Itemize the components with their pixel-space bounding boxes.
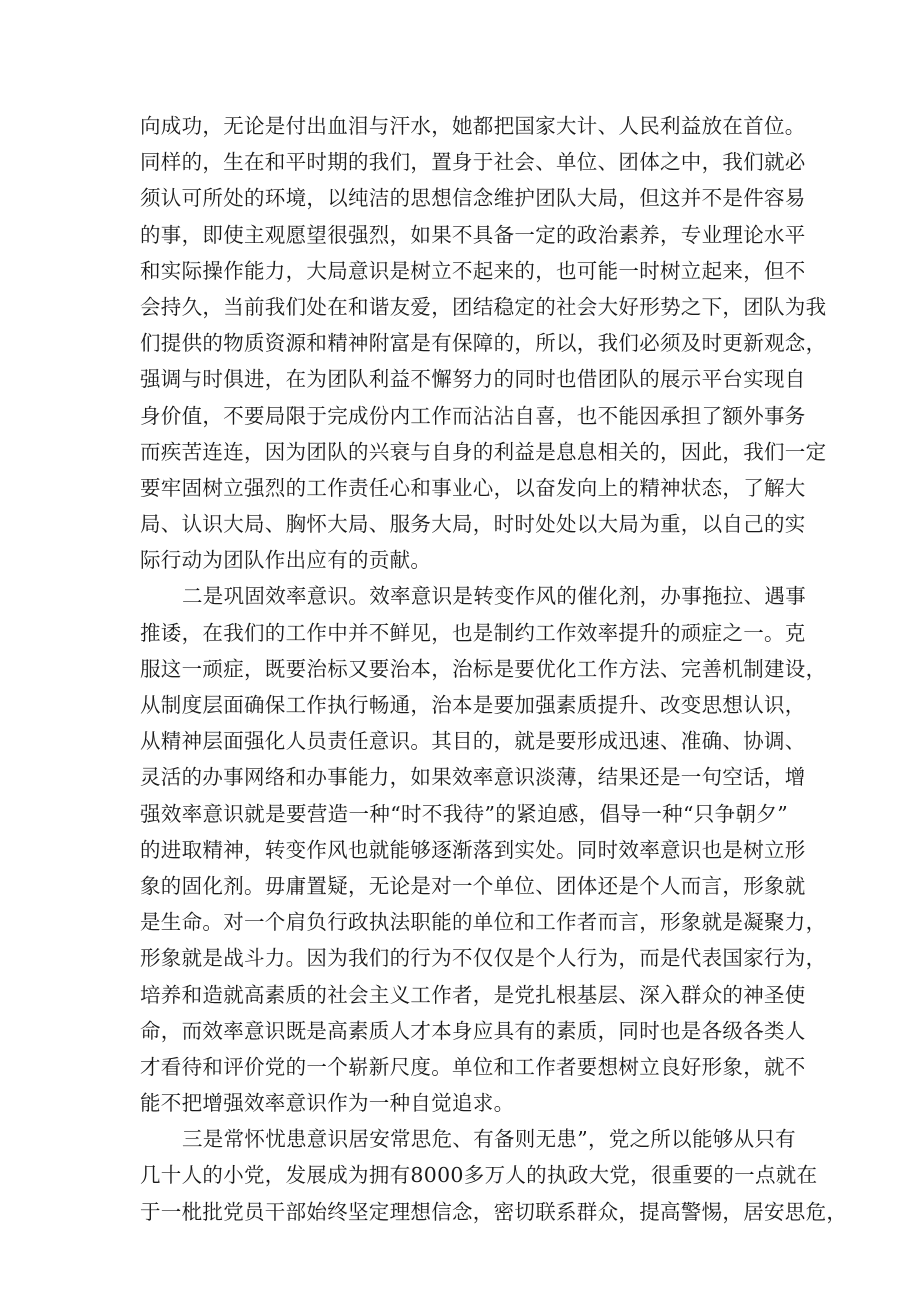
text-line: 才看待和评价党的一个崭新尺度。单位和工作者要想树立良好形象，就不 xyxy=(140,1054,806,1079)
text-line: 和实际操作能力，大局意识是树立不起来的，也可能一时树立起来，但不 xyxy=(140,258,806,283)
text-line: 几十人的小党，发展成为拥有8000多万人的执政大党，很重要的一点就在 xyxy=(140,1163,818,1188)
text-line: 推诿，在我们的工作中并不鲜见，也是制约工作效率提升的顽症之一。克 xyxy=(140,620,806,645)
text-line: 强效率意识就是要营造一种“时不我待”的紧迫感，倡导一种“只争朝夕” xyxy=(140,801,788,826)
text-line: 三是常怀忧患意识居安常思危、有备则无患”，党之所以能够从只有 xyxy=(182,1127,796,1152)
text-line: 二是巩固效率意识。效率意识是转变作风的催化剂，办事拖拉、遇事 xyxy=(182,584,806,609)
text-line: 的进取精神，转变作风也就能够逐渐落到实处。同时效率意识也是树立形 xyxy=(140,837,806,862)
text-line: 强调与时俱进，在为团队利益不懈努力的同时也借团队的展示平台实现自 xyxy=(140,367,806,392)
text-line: 身价值，不要局限于完成份内工作而沾沾自喜，也不能因承担了额外事务 xyxy=(140,403,806,428)
text-line: 服这一顽症，既要治标又要治本，治标是要优化工作方法、完善机制建设， xyxy=(140,656,827,681)
text-line: 会持久，当前我们处在和谐友爱，团结稳定的社会大好形势之下，团队为我 xyxy=(140,294,827,319)
text-line: 同样的，生在和平时期的我们，置身于社会、单位、团体之中，我们就必 xyxy=(140,150,806,175)
text-line: 要牢固树立强烈的工作责任心和事业心，以奋发向上的精神状态，了解大 xyxy=(140,475,806,500)
text-line: 能不把增强效率意识作为一种自觉追求。 xyxy=(140,1091,515,1116)
text-line: 从制度层面确保工作执行畅通，治本是要加强素质提升、改变思想认识， xyxy=(140,693,806,717)
text-line: 们提供的物质资源和精神附富是有保障的，所以，我们必须及时更新观念， xyxy=(140,331,827,356)
text-line: 是生命。对一个肩负行政执法职能的单位和工作者而言，形象就是凝聚力， xyxy=(140,910,827,935)
text-line: 形象就是战斗力。因为我们的行为不仅仅是个人行为，而是代表国家行为， xyxy=(140,946,827,971)
text-line: 培养和造就高素质的社会主义工作者，是党扎根基层、深入群众的神圣使 xyxy=(140,982,806,1007)
text-line: 而疾苦连连，因为团队的兴衰与自身的利益是息息相关的，因此，我们一定 xyxy=(140,439,827,464)
text-line: 象的固化剂。毋庸置疑，无论是对一个单位、团体还是个人而言，形象就 xyxy=(140,873,806,898)
text-line: 向成功，无论是付出血泪与汗水，她都把国家大计、人民利益放在首位。 xyxy=(140,114,806,138)
document-page xyxy=(140,108,848,1230)
text-line: 命，而效率意识既是高素质人才本身应具有的素质，同时也是各级各类人 xyxy=(140,1018,806,1043)
text-line: 的事，即使主观愿望很强烈，如果不具备一定的政治素养，专业理论水平 xyxy=(140,222,806,247)
text-line: 从精神层面强化人员责任意识。其目的，就是要形成迅速、准确、协调、 xyxy=(140,729,806,754)
text-line: 须认可所处的环境，以纯洁的思想信念维护团队大局，但这并不是件容易 xyxy=(140,186,806,211)
text-line: 于一枇批党员干部始终坚定理想信念，密切联系群众，提高警惕，居安思危， xyxy=(140,1199,848,1224)
text-line: 灵活的办事网络和办事能力，如果效率意识淡薄，结果还是一句空话，增 xyxy=(140,765,806,790)
text-line: 际行动为团队作出应有的贡献。 xyxy=(140,548,432,573)
text-line: 局、认识大局、胸怀大局、服务大局，时时处处以大局为重，以自己的实 xyxy=(140,512,806,537)
